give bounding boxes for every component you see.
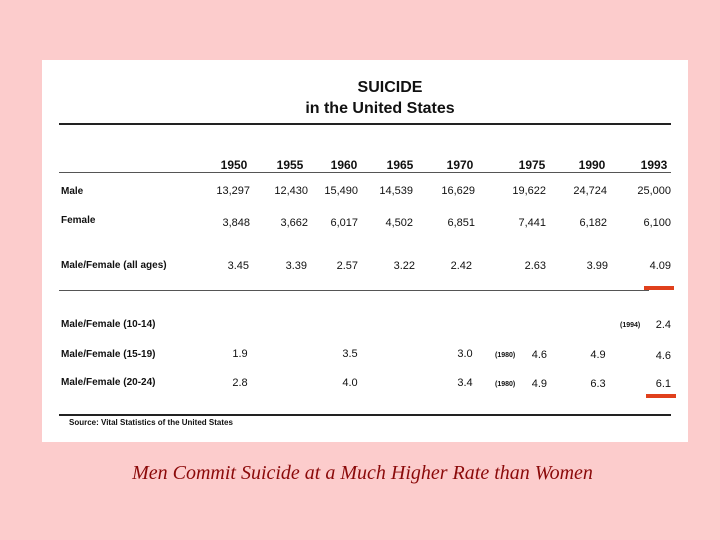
row-label-ratio-all-ages: Male/Female (all ages) bbox=[61, 260, 167, 271]
cell: 6,100 bbox=[643, 217, 671, 229]
cell: 3.0 bbox=[457, 348, 473, 360]
cell: 3.22 bbox=[393, 260, 415, 272]
cell: 6.3 bbox=[590, 378, 606, 390]
cell: 6,851 bbox=[447, 217, 475, 229]
col-header-1975: 1975 bbox=[518, 158, 546, 172]
cell: 6,182 bbox=[579, 217, 607, 229]
top-rule bbox=[59, 123, 671, 125]
cell: 25,000 bbox=[637, 185, 671, 197]
cell: 2.8 bbox=[232, 377, 248, 389]
cell: 14,539 bbox=[379, 185, 413, 197]
source-note: Source: Vital Statistics of the United States bbox=[69, 418, 233, 427]
col-header-1965: 1965 bbox=[386, 158, 414, 172]
cell: 16,629 bbox=[441, 185, 475, 197]
cell: 3.4 bbox=[457, 377, 473, 389]
cell: 4.0 bbox=[342, 377, 358, 389]
year-note: (1980) bbox=[495, 381, 516, 388]
cell: 2.63 bbox=[524, 260, 546, 272]
cell: 3,662 bbox=[280, 217, 308, 229]
cell: 4.6 bbox=[531, 349, 547, 361]
cell: 6,017 bbox=[330, 217, 358, 229]
row-label-ratio-15-19: Male/Female (15-19) bbox=[61, 349, 156, 360]
row-label-ratio-20-24: Male/Female (20-24) bbox=[61, 377, 156, 388]
cell: 3.5 bbox=[342, 348, 358, 360]
col-header-1990: 1990 bbox=[578, 158, 606, 172]
cell: 7,441 bbox=[518, 217, 546, 229]
cell: 3.99 bbox=[586, 260, 608, 272]
cell: 4,502 bbox=[385, 217, 413, 229]
cell: 4.9 bbox=[590, 349, 606, 361]
col-header-1955: 1955 bbox=[276, 158, 304, 172]
row-label-female: Female bbox=[61, 215, 96, 226]
year-note: (1994) bbox=[620, 322, 641, 329]
cell: 2.57 bbox=[336, 260, 358, 272]
cell: 3.39 bbox=[285, 260, 307, 272]
cell: 2.42 bbox=[450, 260, 472, 272]
cell: 6.1 bbox=[655, 378, 671, 390]
header-rule bbox=[59, 172, 671, 173]
cell: 13,297 bbox=[216, 185, 250, 197]
section-rule bbox=[59, 290, 649, 291]
cell: 15,490 bbox=[324, 185, 358, 197]
cell: 4.09 bbox=[649, 260, 671, 272]
row-label-male: Male bbox=[61, 186, 84, 197]
cell: 24,724 bbox=[573, 185, 607, 197]
cell: 12,430 bbox=[274, 185, 308, 197]
col-header-1993: 1993 bbox=[640, 158, 668, 172]
row-label-ratio-10-14: Male/Female (10-14) bbox=[61, 319, 156, 330]
bottom-rule bbox=[59, 414, 671, 416]
table-subtitle: in the United States bbox=[305, 100, 455, 117]
cell: 19,622 bbox=[512, 185, 546, 197]
table-image bbox=[42, 60, 688, 442]
table-title: SUICIDE bbox=[357, 79, 423, 96]
highlight-mark bbox=[646, 394, 676, 398]
cell: 4.6 bbox=[655, 350, 671, 362]
cell: 3.45 bbox=[227, 260, 249, 272]
cell: 4.9 bbox=[531, 378, 547, 390]
col-header-1970: 1970 bbox=[446, 158, 474, 172]
slide-caption: Men Commit Suicide at a Much Higher Rate than Women bbox=[132, 462, 593, 484]
col-header-1950: 1950 bbox=[220, 158, 248, 172]
year-note: (1980) bbox=[495, 352, 516, 359]
col-header-1960: 1960 bbox=[330, 158, 358, 172]
cell: 2.4 bbox=[655, 319, 671, 331]
cell: 1.9 bbox=[232, 348, 248, 360]
cell: 3,848 bbox=[222, 217, 250, 229]
